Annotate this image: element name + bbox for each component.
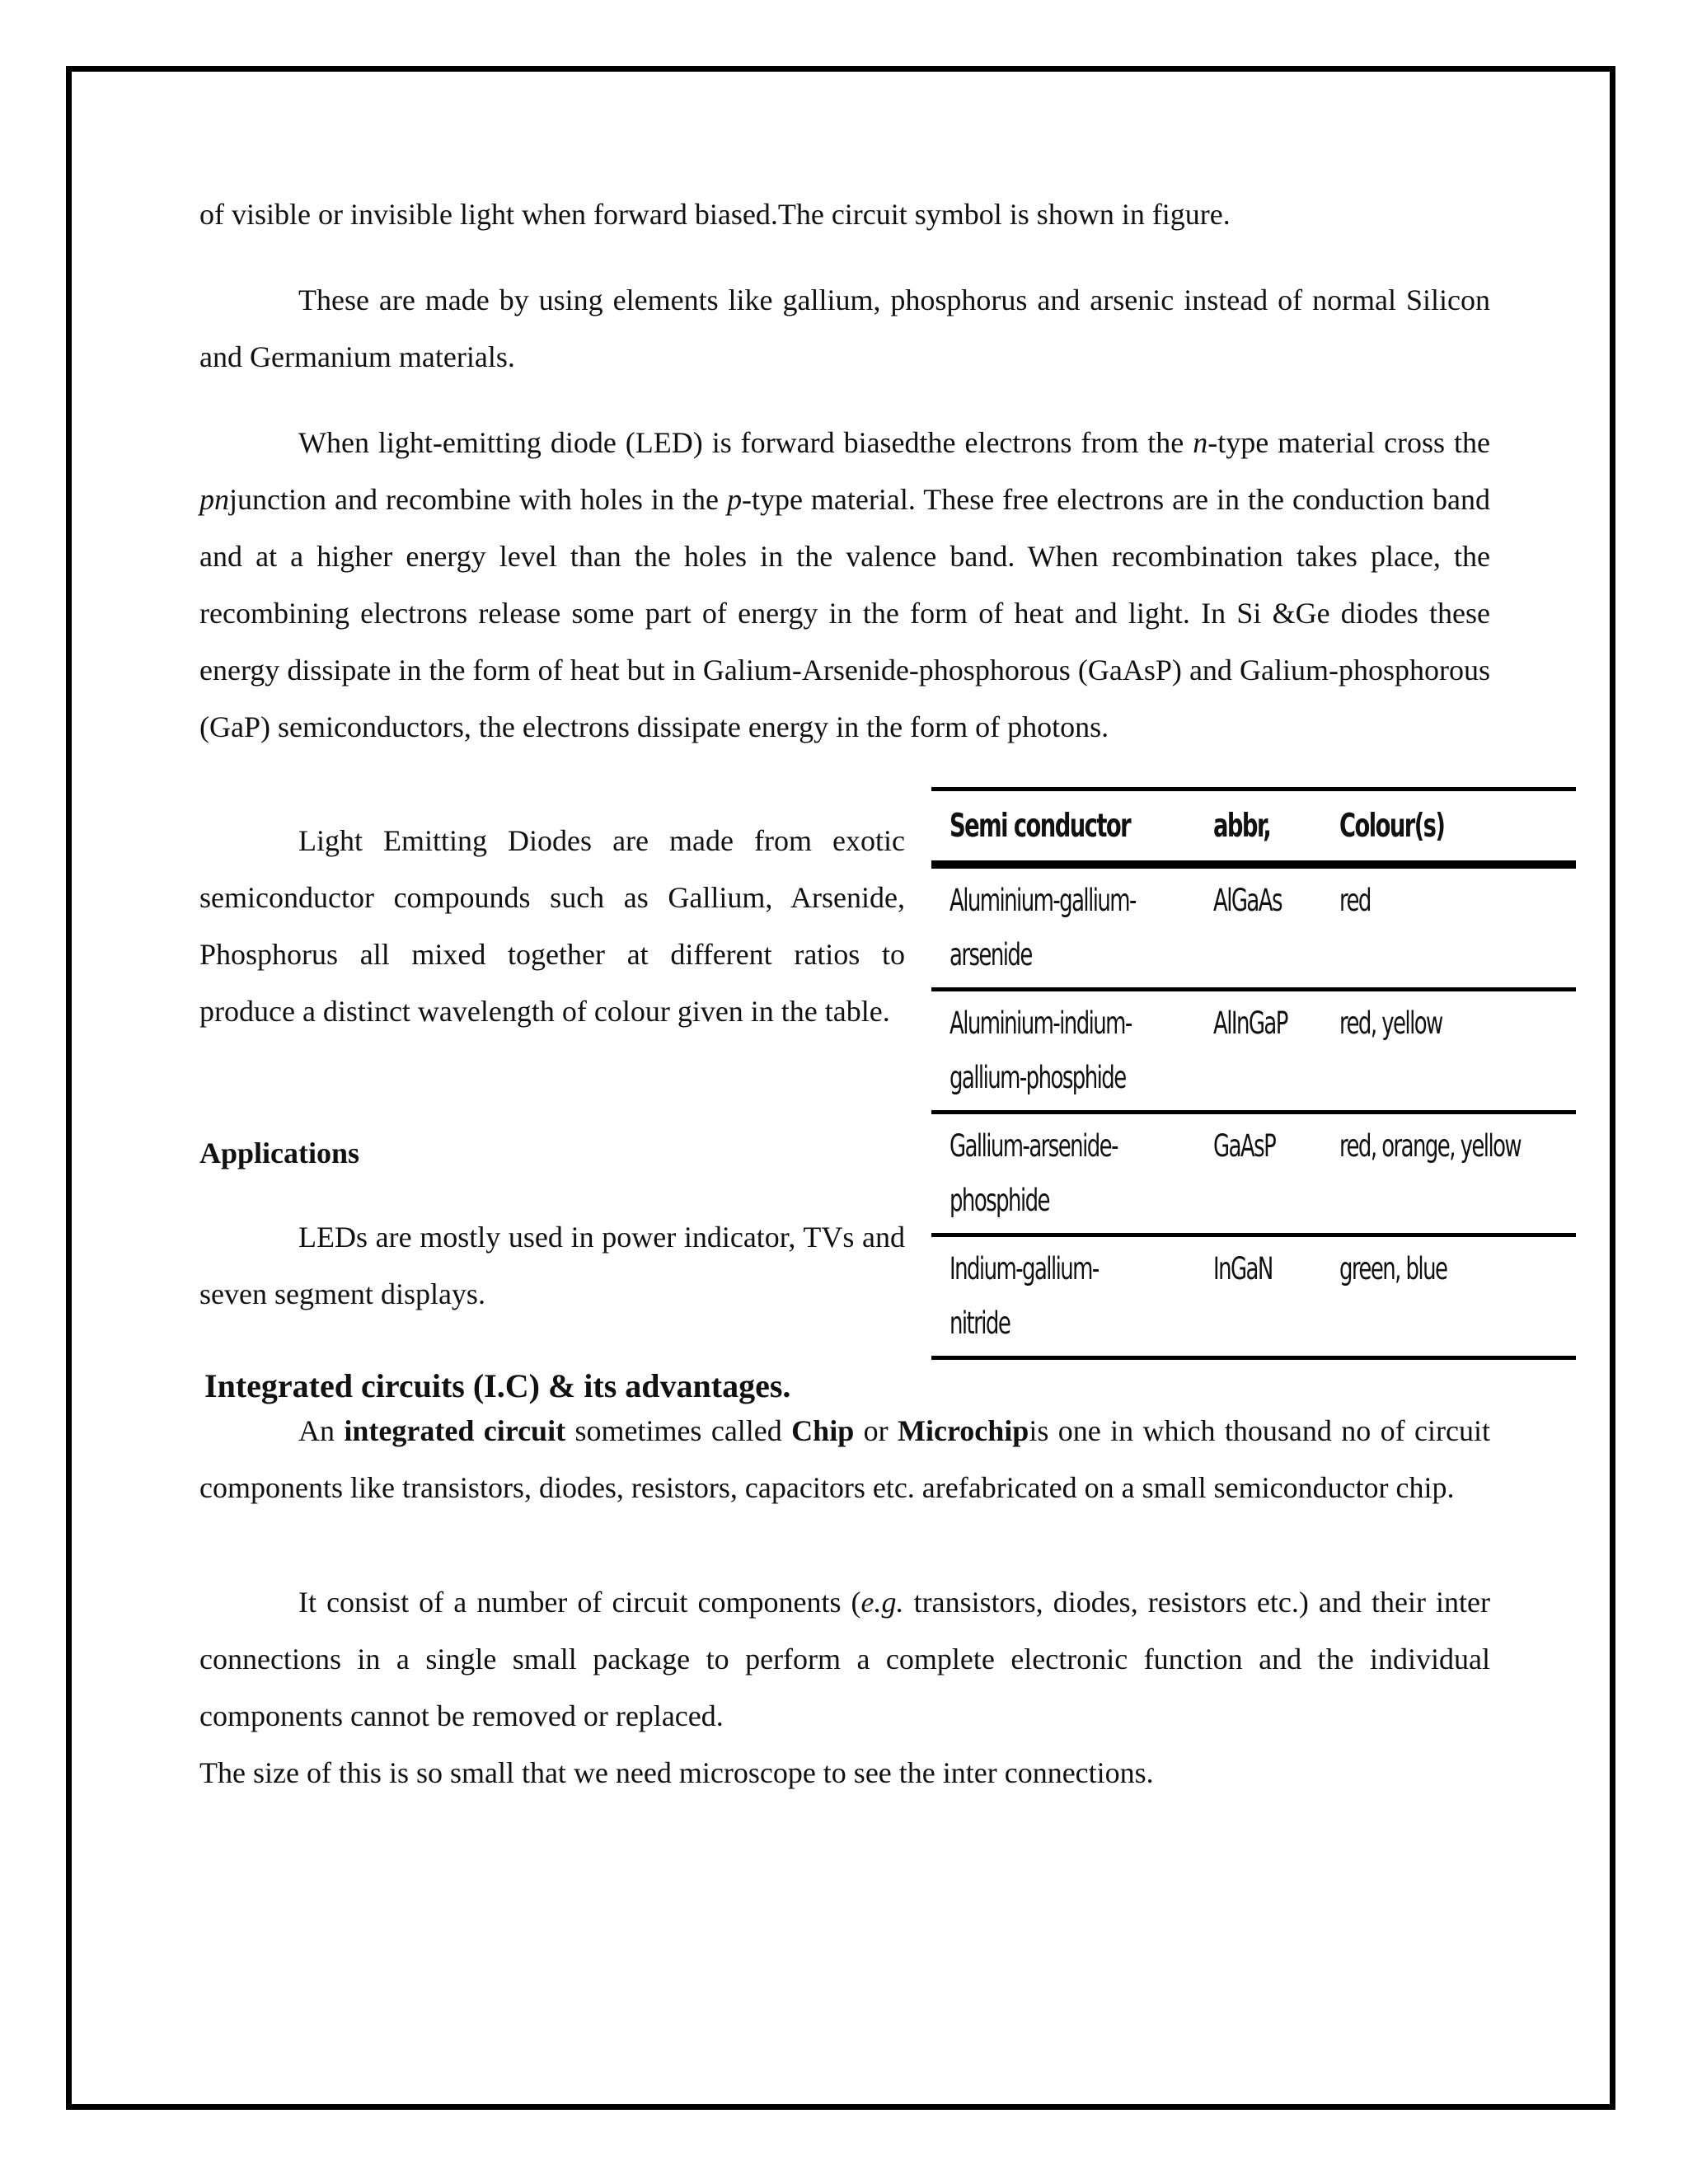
table-header-abbr: abbr,	[1195, 790, 1321, 865]
paragraph-ic-size: The size of this is so small that we need microscope to see the inter connections.	[199, 1756, 1154, 1789]
table-cell-abbr: AlGaAs	[1195, 865, 1321, 990]
paragraph-led-compounds: Light Emitting Diodes are made from exotic semiconductor compounds such as Gallium, Arsenide, Phosphorus all mixed together at different ratios to produce a distinct wavelength of colour given in the table.	[199, 824, 905, 1028]
table-row	[931, 1113, 1576, 1235]
table-cell-semiconductor: Aluminium-indium- gallium-phosphide	[931, 990, 1195, 1113]
paragraph-led-working: When light-emitting diode (LED) is forward biasedthe electrons from the n-type material cross the pnjunction and recombine with holes in the p-type material. These free electrons are in the conduction band and at a higher energy level than the holes in the valence band. When recombination takes place, the recombining electrons release some part of energy in the form of heat and light. In Si &Ge diodes these energy dissipate in the form of heat but in Galium-Arsenide-phosphorous (GaAsP) and Galium-phosphorous (GaP) semiconductors, the electrons dissipate energy in the form of photons.	[199, 426, 1490, 743]
table-header-colours: Colour(s)	[1321, 790, 1576, 865]
table-cell-colours: green, blue	[1339, 1251, 1447, 1286]
table-cell-semiconductor: Gallium-arsenide- phosphide	[931, 1113, 1195, 1235]
table-header-semiconductor: Semi conductor	[931, 790, 1195, 865]
paragraph-materials: These are made by using elements like gallium, phosphorus and arsenic instead of normal Silicon and Germanium materials.	[199, 284, 1490, 373]
paragraph-ic-components: It consist of a number of circuit components (e.g. transistors, diodes, resistors etc.) and their inter connections in a single small package to perform a complete electronic function and the individual components cannot be removed or replaced.	[199, 1586, 1490, 1732]
table-header-row	[931, 790, 1576, 865]
table-row	[931, 1235, 1576, 1358]
led-semiconductor-table	[931, 787, 1576, 1360]
table-row	[931, 865, 1576, 990]
table-cell-semiconductor: Aluminium-gallium- arsenide	[931, 865, 1195, 990]
applications-heading: Applications	[199, 1137, 360, 1169]
table-cell-colours: red, orange, yellow	[1321, 1113, 1576, 1235]
section-heading-integrated-circuits: Integrated circuits (I.C) & its advantages.	[204, 1367, 791, 1404]
table-cell-abbr: AlInGaP	[1195, 990, 1321, 1113]
table-row	[931, 990, 1576, 1113]
table-cell-semiconductor: Indium-gallium- nitride	[950, 1251, 1099, 1341]
paragraph-ic-definition: An integrated circuit sometimes called Chip or Microchipis one in which thousand no of circuit components like transistors, diodes, resistors, capacitors etc. arefabricated on a small semiconductor chip.	[199, 1414, 1490, 1504]
table-cell-colours: red, yellow	[1321, 990, 1576, 1113]
table-cell-abbr: GaAsP	[1195, 1113, 1321, 1235]
table-cell-abbr: InGaN	[1212, 1251, 1273, 1286]
paragraph-applications: LEDs are mostly used in power indicator, TVs and seven segment displays.	[199, 1221, 905, 1310]
paragraph-intro-continued: of visible or invisible light when forward biased.The circuit symbol is shown in figure.	[199, 198, 1231, 231]
table-cell-colours: red	[1321, 865, 1576, 990]
